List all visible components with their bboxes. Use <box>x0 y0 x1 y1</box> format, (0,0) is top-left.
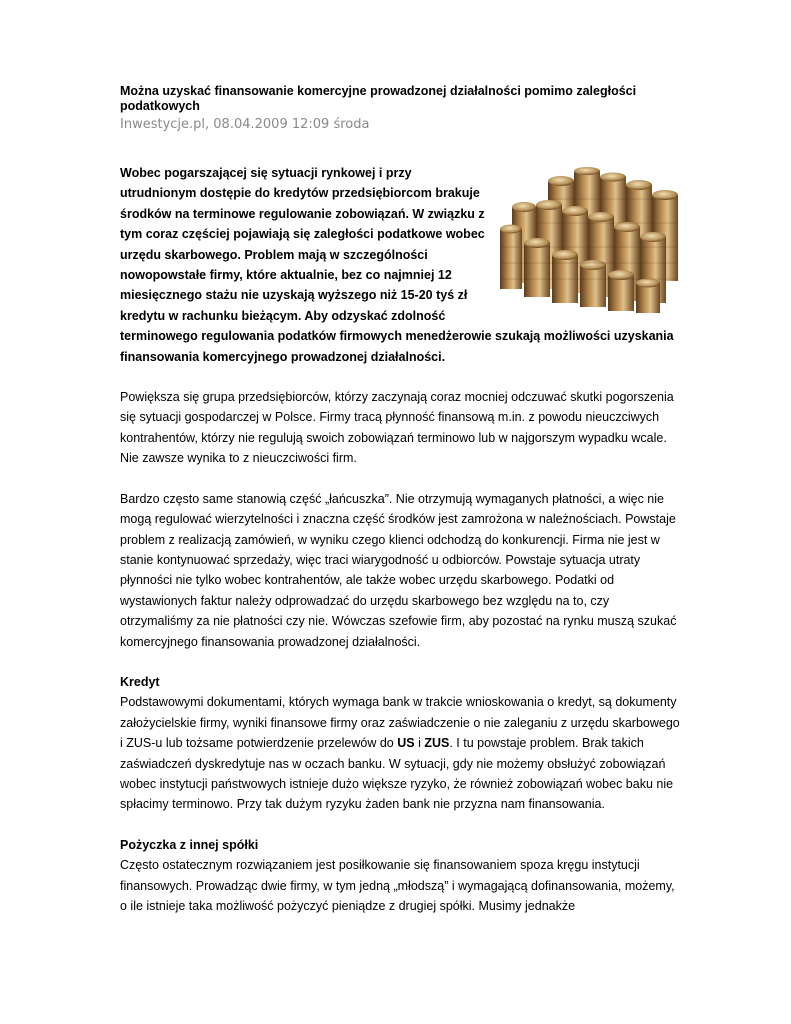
article-lead: Wobec pogarszającej się sytuacji rynkowej i przy utrudnionym dostępie do kredytów przedsiębiorcom brakuje środków na terminowe regulowanie zobowiązań. W związku z tym coraz częściej pojawiają się zaległości podatkowe wobec urzędu skarbowego. Problem mają w szczególności nowopowstałe firmy, które aktualnie, bez co najmniej 12 miesięcznego stażu nie uzyskają wyższego niż 15-20 tyś zł kredytu w rachunku bieżącym. Aby odzyskać zdolność terminowego regulowania podatków firmowych menedżerowie szukają możliwości uzyskania finansowania komercyjnego prowadzonej działalności. <box>120 166 674 364</box>
section-heading-pozyczka: Pożyczka z innej spółki <box>120 837 259 852</box>
kredyt-text-conjunction: i <box>414 736 425 751</box>
kredyt-text-part-1: Podstawowymi dokumentami, których wymaga bank w trakcie wnioskowania o kredyt, są dokumenty założycielskie firmy, wyniki finansowe firmy oraz zaświadczenie o nie zaleganiu z urzędu skarbowego i ZUS-u lub tożsame potwierdzenie przelewów do <box>120 695 680 751</box>
article <box>120 84 680 936</box>
section-heading-kredyt: Kredyt <box>120 674 160 689</box>
paragraph-1: Powiększa się grupa przedsiębiorców, którzy zaczynają coraz mocniej odczuwać skutki pogorszenia się sytuacji gospodarczej w Polsce. Firmy tracą płynność finansową m.in. z powodu nieuczciwych kontrahentów, którzy nie regulują swoich zobowiązań terminowo lub w najgorszym wypadku wcale. Nie zawsze wynika to z nieuczciwości firm. <box>120 390 674 466</box>
paragraph-2: Bardzo często same stanowią część „łańcuszka”. Nie otrzymują wymaganych płatności, a więc nie mogą regulować wierzytelności i znaczna część środków jest zamrożona w należnościach. Powstaje problem z realizacją zamówień, w wyniku czego klienci odchodzą do konkurencji. Firma nie jest w stanie kontynuować sprzedaży, więc traci wiarygodność u odbiorców. Powstaje sytuacja utraty płynności nie tylko wobec kontrahentów, ale także wobec urzędu skarbowego. Podatki od wystawionych faktur należy odprowadzać do urzędu skarbowego bez względu na to, czy otrzymaliśmy za nie płatności czy nie. Wówczas szefowie firm, aby pozostać na rynku muszą szukać komercyjnego finansowania prowadzonej działalności. <box>120 491 677 649</box>
article-source: Inwestycje.pl, 08.04.2009 12:09 środa <box>120 117 370 132</box>
us-abbreviation: US <box>397 736 415 751</box>
kredyt-text-part-2: . I tu powstaje problem. Brak takich zaświadczeń dyskredytuje nas w oczach banku. W sytuacji, gdy nie możemy obsłużyć zobowiązań wobec instytucji państwowych istnieje dużo większe ryzyko, że również zobowiązań wobec baku nie spłacimy terminowo. Przy tak dużym ryzyku żaden bank nie przyzna nam finansowania. <box>120 736 674 812</box>
lead-section <box>120 163 680 367</box>
article-title: Można uzyskać finansowanie komercyjne prowadzonej działalności pomimo zaległości podatkowych <box>120 84 637 113</box>
section-pozyczka-text: Często ostatecznym rozwiązaniem jest posiłkowanie się finansowaniem spoza kręgu instytucji finansowych. Prowadząc dwie firmy, w tym jedną „młodszą” i wymagającą dofinansowania, możemy, o ile istnieje taka możliwość pożyczyć pieniądze z drugiej spółki. Musimy jednakże <box>120 858 675 913</box>
coin-stacks-image <box>496 167 684 315</box>
zus-abbreviation: ZUS <box>424 736 450 751</box>
section-kredyt-text <box>120 692 680 814</box>
